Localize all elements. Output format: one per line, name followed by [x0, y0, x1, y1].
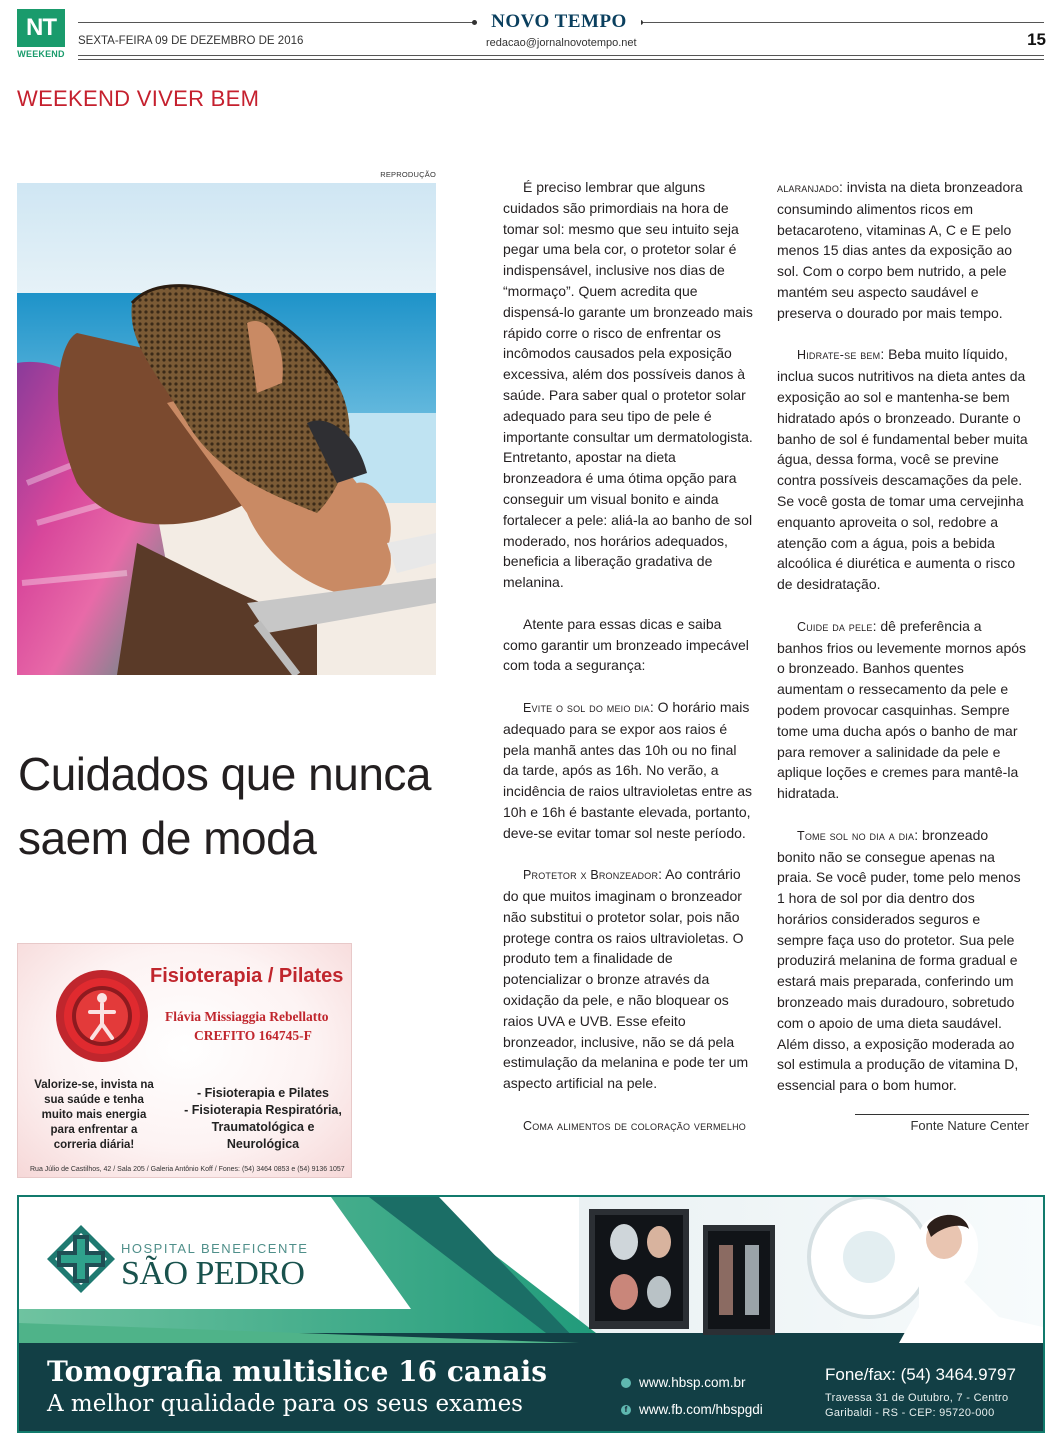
tip-paragraph: [503, 697, 755, 844]
beach-photo: [17, 183, 436, 675]
tip-paragraph: [777, 177, 1029, 324]
fisio-service: Traumatológica e Neurológica: [211, 1120, 315, 1151]
hospital-ad[interactable]: [17, 1195, 1045, 1433]
fisio-title: Fisioterapia / Pilates: [150, 965, 344, 987]
hospital-website: www.hbsp.com.br: [639, 1375, 746, 1390]
masthead: [477, 12, 641, 32]
hospital-facebook-link[interactable]: [621, 1402, 763, 1417]
globe-icon: [621, 1378, 631, 1388]
article-paragraph: É preciso lembrar que alguns cuidados são primordiais na hora de tomar sol: mesmo que seu intuito seja pegar uma bela cor, o protetor solar é indispensável, inclusive nos dias de “mormaço”. Quem acredita que dispensá-lo garante um bronzeado mais rápido corre o risco de enfrentar os incômodos causados pela exposição excessiva, além dos possíveis danos à saúde. Para saber qual o protetor solar adequado para seu tipo de pele é importante consultar um dermatologista. Entretanto, apostar na dieta bronzeadora é uma ótima opção para conseguir um visual bonito e ainda fortalecer a pele: aliá-la ao banho de sol moderado, nos horários adequados, beneficia a liberação gradativa de melanina.: [503, 179, 753, 591]
fisio-professional-name: Flávia Missiaggia Rebellatto: [165, 1009, 329, 1024]
tip-title: Hidrate-se bem: [797, 348, 881, 363]
fisio-service: - Fisioterapia e Pilates: [197, 1086, 329, 1100]
hospital-address-line-2: Garibaldi - RS - CEP: 95720-000: [825, 1407, 995, 1419]
source-rule: [855, 1114, 1029, 1115]
section-title: WEEKEND VIVER BEM: [17, 86, 260, 111]
hospital-subheadline: A melhor qualidade para os seus exames: [47, 1391, 523, 1417]
tip-title: Protetor x Bronzeador: [523, 868, 659, 883]
tip-paragraph: [777, 344, 1029, 595]
fisio-slogan: Valorize-se, invista na sua saúde e tenha muito mais energia para enfrentar a correria diária!: [34, 1079, 154, 1151]
hospital-name-large: SÃO PEDRO: [121, 1255, 305, 1292]
nt-logo-mark: NT: [17, 9, 65, 47]
tip-title: alaranjado: [777, 181, 840, 195]
hospital-facebook: www.fb.com/hbspgdi: [639, 1402, 763, 1417]
hospital-headline: Tomografia multislice 16 canais: [47, 1355, 547, 1388]
fisio-crefito: CREFITO 164745-F: [194, 1028, 312, 1043]
article-paragraph: Atente para essas dicas e saiba como garantir um bronzeado impecável com toda a segurança:: [503, 615, 749, 674]
tip-paragraph: [777, 825, 1029, 1096]
issue-date: SEXTA-FEIRA 09 DE DEZEMBRO DE 2016: [78, 35, 304, 47]
tip-title: Evite o sol do meio dia: [523, 700, 650, 715]
hospital-logo-icon: [47, 1225, 115, 1293]
fisio-address: Rua Júlio de Castilhos, 42 / Sala 205 / Galeria Antônio Koff / Fones: (54) 3464 0853 e (54) 9136 1057: [30, 1166, 345, 1173]
page-number: 15: [1027, 30, 1046, 49]
fisio-services: [178, 1085, 348, 1153]
newsroom-email: redacao@jornalnovotempo.net: [486, 37, 637, 49]
tip-text: : dê preferência a banhos frios ou levemente mornos após o bronzeado. Banhos quentes aumentam o ressecamento da pele e podem provocar casquinhas. Sempre tome uma ducha após o banho de mar para remover a salinidade da pele e aplique loções e cremes para mantê-la hidratada.: [777, 617, 1027, 802]
tip-text: : invista na dieta bronzeadora consumindo alimentos ricos em betacaroteno, vitaminas A, C e E pelo menos 15 dias antes da exposição ao sol. Com o corpo bem nutrido, a pele mantém seu aspecto saudável e preserva o dourado por mais tempo.: [777, 179, 1023, 321]
fisio-logo-icon: [54, 968, 150, 1064]
photo-credit: REPRODUÇÃO: [380, 170, 436, 179]
logo-weekend-label: WEEKEND: [17, 49, 65, 59]
facebook-icon: f: [621, 1405, 631, 1415]
hospital-website-link[interactable]: [621, 1375, 746, 1390]
article-source: Fonte Nature Center: [910, 1118, 1029, 1133]
header-rule-bottom: [78, 55, 1044, 60]
nt-weekend-logo: [17, 9, 65, 61]
tip-paragraph: [777, 616, 1029, 804]
article-headline: Cuidados que nunca saem de moda: [18, 748, 431, 864]
tip-text: : bronzeado bonito não se consegue apenas na praia. Se você puder, tome pelo menos 1 hora de sol por dia dentro dos horários considerados seguros e sempre faça uso do protetor. Sua pele produzirá melanina de forma gradual e estará mais preparada, conferindo um bronzeado mais duradouro, sobretudo com o apoio de uma dieta saudável. Além disso, a exposição moderada ao sol estimula a produção de vitamina D, essencial para o bom humor.: [777, 826, 1021, 1094]
hospital-address-line-1: Travessa 31 de Outubro, 7 - Centro: [825, 1392, 1009, 1404]
tip-title: Tome sol no dia a dia: [797, 828, 915, 843]
article-column-2: [777, 177, 1029, 1117]
hospital-name-small: HOSPITAL BENEFICENTE: [121, 1241, 309, 1256]
tip-title: Cuide da pele: [797, 619, 873, 634]
fisio-service: - Fisioterapia Respiratória,: [184, 1103, 342, 1117]
tip-text: : Beba muito líquido, inclua sucos nutritivos na dieta antes da exposição ao sol e mantenha-se bem hidratado após o bronzeado. Durante o banho de sol é fundamental beber muita água, dessa forma, você se previne contra possíveis descamações da pele. Se você gosta de tomar uma cervejinha enquanto aproveita o sol, redobre a atenção com a água, pois a bebida alcoólica é diurética e aumenta o risco de desidratação.: [777, 346, 1028, 593]
tip-text: : O horário mais adequado para se expor aos raios é pela manhã antes das 10h ou no final da tarde, após as 16h. No verão, a incidência de raios ultravioletas entre as 10h e 16h é bastante elevada, portanto, deve-se evitar tomar sol neste período.: [503, 698, 753, 841]
tip-text: : Ao contrário do que muitos imaginam o bronzeador não substitui o protetor solar, pois não protege contra os raios ultravioletas. O produto tem a finalidade de potencializar o bronze através da oxidação da pele, e não bloquear os raios UVA e UVB. Esse efeito bronzeador, inclusive, não se dá pela estimulação da melanina e pode ter um aspecto artificial na pele.: [503, 866, 749, 1092]
article-column-1: [503, 177, 755, 1157]
fisioterapia-ad[interactable]: [17, 943, 352, 1178]
tip-paragraph: [503, 1115, 755, 1137]
woman-sunbathing-illustration: [17, 183, 436, 675]
tip-paragraph: [503, 864, 755, 1094]
hospital-phone: Fone/fax: (54) 3464.9797: [825, 1365, 1016, 1384]
masthead-title: NOVO TEMPO: [491, 11, 627, 32]
tip-title: Coma alimentos de coloração vermelho: [523, 1118, 746, 1133]
